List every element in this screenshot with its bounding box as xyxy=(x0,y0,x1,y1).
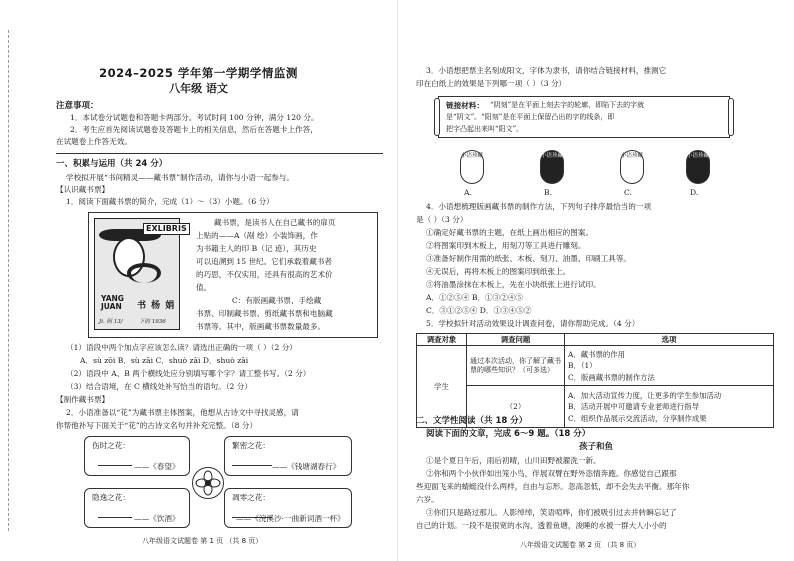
poem-3-source: ——《饮酒》 xyxy=(134,514,180,523)
link-material-line: 把字凸起出来叫“阳文”。 xyxy=(446,125,524,133)
scroll-end-left xyxy=(434,98,440,136)
poem-4-heading: 凋零之花： xyxy=(232,493,270,502)
intro-line: 学校拟开展“书间精灵——藏书票”制作活动，请你与小语一起参与。 xyxy=(66,173,294,182)
question-3-stem: 印在白纸上的效果是下列哪一项（ ）（3 分） xyxy=(416,79,567,88)
link-material-label: 链接材料： xyxy=(446,101,484,110)
seal-label-a: A. xyxy=(464,188,472,197)
passage-line: 书票、印制藏书票、剪纸藏书票和电脑藏 xyxy=(196,309,333,318)
artist-date: 下的 1936 xyxy=(139,318,166,325)
exam-title: 2024–2025 学年第一学期学情监测 xyxy=(99,66,298,80)
flower-icon xyxy=(192,467,224,499)
poem-1-source: ——《春望》 xyxy=(134,462,180,471)
poem-1-heading: 伤时之花： xyxy=(92,441,130,450)
section-1-heading: 一、积累与运用（共 24 分） xyxy=(56,159,168,169)
pipe-shape xyxy=(127,263,161,283)
step-line: ②将图案印到木板上，用刻刀等工具进行雕刻。 xyxy=(426,241,586,250)
notice-heading: 注意事项： xyxy=(56,101,99,111)
step-line: ③准备好制作用需的纸张、木板、刻刀、油墨、印刷工具等。 xyxy=(426,254,632,263)
options-cell xyxy=(565,386,774,428)
poem-3-answer[interactable] xyxy=(98,507,132,518)
seal-option-a: 小语珍藏 xyxy=(460,150,484,184)
article-paragraph: ②你和两个小伙伴如出笼小鸟，伴展双臂在野外恣情奔跑。你感觉自己跟那 xyxy=(426,469,677,478)
page-2-footer: 八年级语文试题卷 第 2 页 （共 8 页） xyxy=(520,541,641,549)
step-line: ①确定好藏书票的主题，在纸上画出相应的图案。 xyxy=(426,228,594,237)
question-5-stem: 5．学校拟针对活动效果设计调查问卷，请你帮助完成。（4 分） xyxy=(426,319,640,328)
question-blank[interactable]: （2） xyxy=(467,386,565,428)
passage-line: 值。 xyxy=(196,283,212,292)
seal-option-b: 小语珍藏 xyxy=(540,150,564,184)
question-3-stem: 3．小语想把票主名刻成阳文，字体为隶书，请你结合链接材料，推测它 xyxy=(426,66,667,75)
question-4-stem: 4．小语想梳理版画藏书票的制作方法，下列句子排序最恰当的一项 xyxy=(426,202,652,211)
q1-sub1: （1）语段中两个加点字应该怎么读？请选出正确的一项（ ）（2 分） xyxy=(66,343,297,352)
artist-signature: Ji. 阿 13/ xyxy=(99,318,123,325)
step-line: ⑤将油墨涂抹在木板上，先在小块纸张上进行试印。 xyxy=(426,280,601,289)
page-2 xyxy=(398,0,794,561)
poem-2-source: ——《钱塘湖春行》 xyxy=(272,462,341,471)
option-line: C．组织作品展示交流活动，分享制作成果 xyxy=(568,413,707,423)
section-2-heading: 二、文学性阅读（共 18 分） xyxy=(416,416,528,426)
bookplate-image xyxy=(94,218,187,330)
passage-line: 为书籍主人的印 B（记 迹），其历史 xyxy=(196,244,317,253)
question-cell: 通过本次活动，你了解了藏书票的哪些知识？（可多选） xyxy=(467,346,565,386)
passage-line: 藏书票，是读书人在自己藏书的扉页 xyxy=(214,218,336,227)
article-paragraph: 自己的计划。一段不是很宽的水沟，透着鱼塘，浚睡的水被一群大人小小的 xyxy=(416,521,667,530)
seal-option-c: 小语珍藏 xyxy=(620,150,644,184)
option-line: A．加大活动宣传力度，让更多的学生参加活动 xyxy=(568,390,722,400)
page-1-footer: 八年级语文试题卷 第 1 页 （共 8 页） xyxy=(142,537,263,545)
seal-label-d: D. xyxy=(690,188,699,197)
table-header-cell: 调查问题 xyxy=(467,334,565,346)
notice-line: 2．考生应首先阅读试题卷及答题卡上的相关信息，然后在答题卡上作答， xyxy=(70,125,318,134)
notice-line: 1．本试卷分试题卷和答题卡两部分。考试时间 100 分钟，满分 120 分。 xyxy=(70,113,319,122)
table-header-row xyxy=(417,334,774,346)
poem-4-source: ——《浣溪沙·一曲新词酒一杯》 xyxy=(236,514,345,523)
question-1-stem: 1．阅读下面藏书票的简介，完成（1）～（3）小题。（6 分） xyxy=(66,197,274,206)
article-paragraph: ③你们只是路过那儿。人影绰绰，笑语喧哗，你们被吸引过去并转瞬忘记了 xyxy=(426,508,677,517)
exam-subtitle: 八年级 语文 xyxy=(169,82,228,95)
q1-sub2: （2）语段中 A、B 两个横线处应分别填写哪个字？请工整书写。（2 分） xyxy=(66,369,311,378)
option-line: C．版画藏书票的制作方法 xyxy=(568,372,655,382)
options-cell xyxy=(565,346,774,386)
q1-sub3: （3）结合语境，在 C 横线处补写恰当的语句。（2 分） xyxy=(66,382,252,391)
poem-2-heading: 繁密之花： xyxy=(232,441,270,450)
option-blank[interactable]: B．（1） xyxy=(568,361,597,371)
article-paragraph: 六岁。 xyxy=(416,495,439,504)
poem-1-answer[interactable] xyxy=(98,455,132,466)
survey-table xyxy=(416,333,774,428)
option-line: A．藏书票的作用 xyxy=(568,349,626,359)
article-title: 孩子和鱼 xyxy=(578,442,613,452)
scroll-end-right xyxy=(728,98,734,136)
passage-line: 上贴的——A（剐 绘）小装饰画，作 xyxy=(196,231,318,240)
passage-line: C：有版画藏书票、手绘藏 xyxy=(232,296,322,305)
article-paragraph: ①是个夏日午后，雨后初晴，山川田野被濯洗一新。 xyxy=(426,456,601,465)
table-row xyxy=(417,346,774,386)
q1-sub1-options: A．sù zōi B．sù zāi C．shuò zāi D．shuò zāi xyxy=(80,356,249,365)
poem-2-answer[interactable] xyxy=(232,455,272,466)
link-material-line: 是“阴文”。“阳刻”是在平面上保留凸出的字的线条，即 xyxy=(446,113,615,121)
article-paragraph: 些迎面飞来的蜻蜓没什么两样，自由与忘形。忽高忽低，却不会失去平衡。那年你 xyxy=(416,482,690,491)
owner-name-line: JUAN xyxy=(101,302,122,312)
q4-options: A．①②⑤④ B．①③②④⑤ xyxy=(426,293,524,302)
table-header-cell: 调查对象 xyxy=(417,334,467,346)
owner-name-line: YANG xyxy=(101,294,124,304)
exlibris-label: EXLIBRIS xyxy=(143,223,190,235)
seal-label-c: C. xyxy=(624,188,632,197)
question-2-stem: 你帮他补写下面关于“花”的古诗文名句并补充完整。（8 分） xyxy=(56,421,258,430)
passage-line: 可以追溯到 15 世纪。它们承载着藏书者 xyxy=(196,257,332,266)
question-4-stem: 是（ ）（3 分） xyxy=(416,215,468,224)
reading-intro: 阅读下面的文章，完成 6～9 题。（18 分） xyxy=(426,429,591,439)
divider xyxy=(56,153,383,154)
notice-line: 在试题卷上作答无效。 xyxy=(56,137,132,146)
option-line: B．活动开展中可邀请专业老师进行指导 xyxy=(568,402,700,412)
poem-3-heading: 隐逸之花： xyxy=(92,493,130,502)
target-cell: 学生 xyxy=(417,346,467,428)
passage-line: 书票等。其中，版画藏书票数量最多。 xyxy=(196,322,326,331)
owner-chars: 书 杨 娟 xyxy=(137,301,176,312)
seal-label-b: B. xyxy=(544,188,552,197)
table-header-cell: 选项 xyxy=(565,334,774,346)
q4-options: C．③①②⑤④ D．①③④⑤② xyxy=(426,306,532,315)
seal-option-d: 小语珍藏 xyxy=(686,150,710,184)
passage-line: 的巧思，不仅实用，还具有很高的艺术价 xyxy=(196,270,333,279)
subsection-heading: 【制作藏书票】 xyxy=(56,395,110,404)
question-2-stem: 2．小语准备以“花”为藏书票主体图案，他想从古诗文中寻找灵感，请 xyxy=(66,408,299,417)
intro-line: 【认识藏书票】 xyxy=(56,185,110,194)
link-material-line: “阴刻”是在平面上刻去字的轮廓，即陷下去的字就 xyxy=(490,101,645,109)
owner-name xyxy=(101,295,124,311)
step-line: ④无误后，再将木板上的图案印到纸张上。 xyxy=(426,267,571,276)
